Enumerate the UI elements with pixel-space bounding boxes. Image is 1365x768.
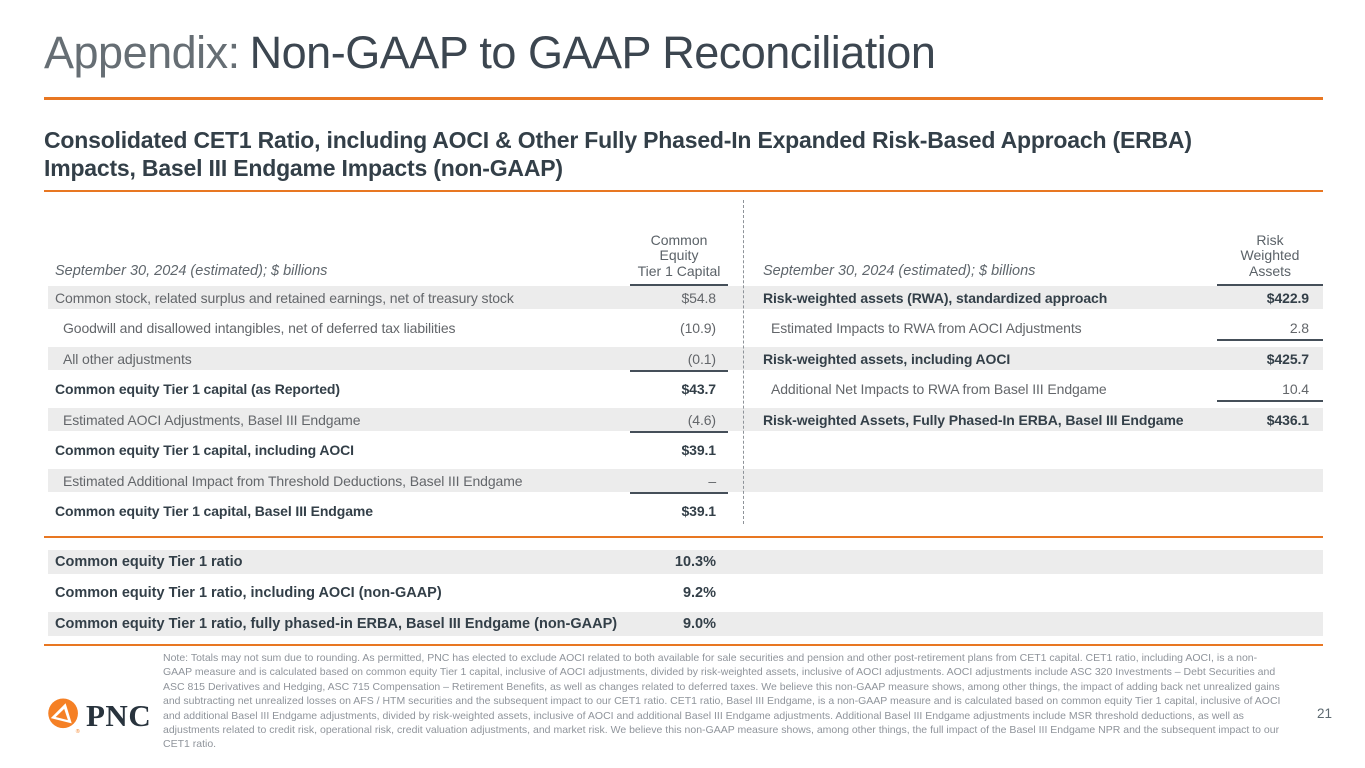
title-divider <box>44 97 1323 100</box>
row-value: (4.6) <box>630 412 728 428</box>
row-label: Estimated Impacts to RWA from AOCI Adjustments <box>771 320 1082 336</box>
row-label: Risk-weighted assets, including AOCI <box>763 350 1011 367</box>
table-header-row <box>48 202 1323 286</box>
row-value: (0.1) <box>630 351 728 367</box>
left-column-header: Common Equity Tier 1 Capital <box>630 233 728 287</box>
page-number: 21 <box>1316 706 1332 721</box>
table-body <box>48 286 1323 523</box>
row-label: Common stock, related surplus and retained earnings, net of treasury stock <box>55 289 514 306</box>
row-value: – <box>630 473 728 489</box>
row-value: 10.4 <box>1217 381 1323 397</box>
ratio-value: 10.3% <box>674 554 716 570</box>
row-label: Risk-weighted assets (RWA), standardized approach <box>763 289 1108 306</box>
row-label: Estimated Additional Impact from Threshold Deductions, Basel III Endgame <box>63 472 523 489</box>
row-label: Estimated AOCI Adjustments, Basel III Endgame <box>63 411 361 428</box>
ratio-summary <box>48 550 1323 643</box>
row-label: Common equity Tier 1 capital, Basel III Endgame <box>55 503 373 519</box>
table-row <box>48 500 1323 523</box>
pnc-emblem-icon <box>46 697 82 735</box>
row-value: $425.7 <box>1266 350 1309 367</box>
table-dashed-divider <box>743 200 744 524</box>
title-prefix: Appendix: <box>44 27 240 78</box>
right-column-header: Risk Weighted Assets <box>1217 233 1323 287</box>
table-row <box>48 469 1323 492</box>
row-label: Common equity Tier 1 capital, including AOCI <box>55 442 354 458</box>
ratio-row <box>48 612 1323 636</box>
table-row <box>48 439 1323 462</box>
left-table-caption: September 30, 2024 (estimated); $ billions <box>55 263 328 279</box>
heading-divider <box>44 190 1323 192</box>
title-main: Non-GAAP to GAAP Reconciliation <box>249 27 936 78</box>
ratio-bottom-divider <box>44 644 1323 646</box>
row-value: $422.9 <box>1266 289 1309 306</box>
row-label: Additional Net Impacts to RWA from Basel III Endgame <box>771 381 1107 397</box>
ratio-top-divider <box>44 536 1323 538</box>
row-label: Risk-weighted Assets, Fully Phased-In ERBA, Basel III Endgame <box>763 411 1184 428</box>
row-value: $39.1 <box>681 503 716 519</box>
page-title <box>44 26 935 80</box>
table-row <box>48 347 1323 370</box>
row-label: Common equity Tier 1 capital (as Reported) <box>55 381 340 397</box>
ratio-value: 9.2% <box>682 585 716 601</box>
ratio-label: Common equity Tier 1 ratio, including AOCI (non-GAAP) <box>55 585 442 601</box>
row-label: Goodwill and disallowed intangibles, net of deferred tax liabilities <box>63 320 456 336</box>
row-label: All other adjustments <box>63 350 192 367</box>
ratio-label: Common equity Tier 1 ratio, fully phased-in ERBA, Basel III Endgame (non-GAAP) <box>55 616 618 632</box>
pnc-wordmark: PNC <box>86 698 152 733</box>
section-heading: Consolidated CET1 Ratio, including AOCI & Other Fully Phased-In Expanded Risk-Based Approach (ERBA) Impacts, Basel III Endgame Impacts (non-GAAP) <box>44 127 1192 181</box>
row-value: $39.1 <box>681 442 716 458</box>
table-row <box>48 408 1323 431</box>
ratio-row <box>48 550 1323 574</box>
table-row <box>48 286 1323 309</box>
ratio-label: Common equity Tier 1 ratio <box>55 554 243 570</box>
row-value: $436.1 <box>1266 411 1309 428</box>
row-value: $54.8 <box>681 289 716 306</box>
svg-text:®: ® <box>75 729 80 735</box>
ratio-row <box>48 581 1323 605</box>
row-value: 2.8 <box>1217 320 1323 336</box>
reconciliation-tables <box>48 202 1323 530</box>
row-value: (10.9) <box>680 320 716 336</box>
right-table-caption: September 30, 2024 (estimated); $ billions <box>763 263 1036 279</box>
footnote-text: Note: Totals may not sum due to rounding. As permitted, PNC has elected to exclude AOCI related to both available for sale securities and pension and other post-retirement plans from CET1 capital. CET1 ratio, including AOCI, is a non-GAAP measure and is calculated based on common equity Tier 1 capital, inclusive of AOCI adjustments, divided by risk-weighted assets, inclusive of AOCI adjustments. AOCI adjustments include ASC 320 Investments – Debt Securities and ASC 815 Derivatives and Hedging, ASC 715 Compensation – Retirement Benefits, as well as changes related to deferred taxes. We believe this non-GAAP measure shows, among other things, the impact of adding back net unrealized gains and subtracting net unrealized losses on AFS / HTM securities and the subsequent impact to our CET1 ratio. CET1 ratio, Basel III Endgame, is a non-GAAP measure and is calculated based on common equity Tier 1 capital, inclusive of AOCI and additional Basel III Endgame adjustments, divided by risk-weighted assets, inclusive of AOCI and additional Basel III Endgame adjustments. Additional Basel III Endgame adjustments include MSR threshold deductions, as well as adjustments related to credit risk, operational risk, credit valuation adjustments, and market risk. We believe this non-GAAP measure shows, among other things, the full impact of the Basel III Endgame NPR and the subsequent impact to our CET1 ratio. <box>163 652 1281 751</box>
ratio-value: 9.0% <box>682 616 716 632</box>
row-value: $43.7 <box>681 381 716 397</box>
table-row <box>48 317 1323 340</box>
table-row <box>48 378 1323 401</box>
pnc-logo <box>46 697 151 735</box>
